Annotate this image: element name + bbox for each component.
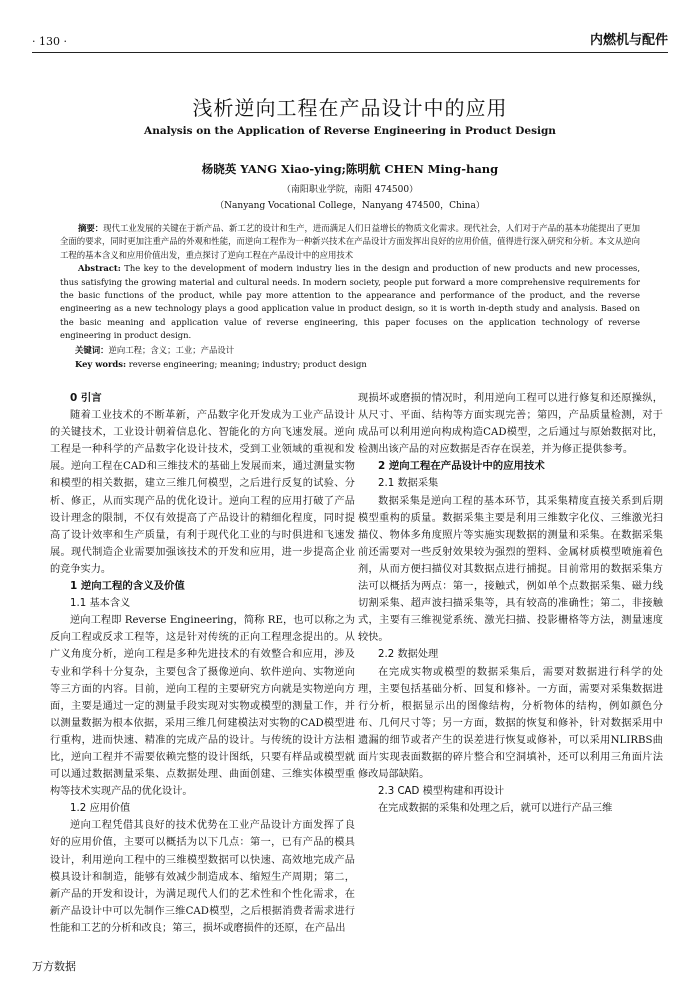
section-1-2-title: 1.2 应用价值 (70, 803, 131, 815)
affiliation-chinese: （南阳职业学院，南阳 474500） (281, 185, 419, 195)
keywords-en-label: Key words: (75, 359, 127, 369)
abstract-english (60, 262, 640, 342)
section-0-paragraph: 随着工业技术的不断革新，产品数字化开发成为工业产品设计的关键技术，工业设计朝着信息化、智能化的方向飞速发展。逆向工程是一种科学的产品数字化设计技术，受到工业领域的重视和发展。逆向工程在CAD和三维技术的基础上发展而来，通过测量实物和模型的相关数据，建立三维几何模型，之后进行反复的试验、分析、修正，从而实现产品的优化设计。逆向工程的应用打破了产品设计理念的限制，不仅有效提高了产品设计的精细化程度，同时提高了设计效率和生产质量，有利于现代化工业的与时俱进和飞速发展。现代制造企业需要加强该技术的开发和应用，进一步提高企业的竞争实力。 (50, 410, 355, 575)
keywords-chinese (75, 344, 234, 356)
page-header (32, 28, 668, 53)
section-2-3-paragraph: 在完成数据的采集和处理之后，就可以进行产品三维 (378, 803, 613, 815)
section-2-3-title: 2.3 CAD 模型构建和再设计 (378, 786, 505, 798)
section-2-2-paragraph: 在完成实物或模型的数据采集后，需要对数据进行科学的处理，主要包括基础分析、回复和修补。一方面，需要对采集数据进行分析，根据显示出的图像结构，分析物体的结构，例如颜色分布、几何尺寸等；另一方面，数据的恢复和修补，针对数据采用中遗漏的细节或者产生的误差进行恢复或修补，可以采用NLIRBS曲面片实现表面数据的碎片整合和空洞填补，还可以利用三角面片法修改局部缺陷。 (358, 666, 663, 781)
title-chinese: 浅析逆向工程在产品设计中的应用 (192, 96, 508, 120)
body-left-column (50, 390, 355, 937)
abstract-cn-label: 摘要： (78, 223, 104, 233)
keywords-english (75, 359, 367, 369)
body-right-column (358, 390, 663, 817)
title-english: Analysis on the Application of Reverse Engineering in Product Design (144, 125, 556, 137)
section-2-title: 2 逆向工程在产品设计中的应用技术 (378, 460, 545, 473)
keywords-en-text: reverse engineering; meaning; industry; product design (126, 359, 367, 369)
section-1-2-paragraph: 逆向工程凭借其良好的技术优势在工业产品设计方面发挥了良好的应用价值，主要可以概括为以下几点：第一，已有产品的模具设计，利用逆向工程中的三维模型数据可以快速、高效地完成产品模具设计和制造，能够有效减少制造成本、缩短生产周期；第二，新产品的开发和设计，为满足现代人们的艺术性和个性化需求，在新产品设计中可以先制作三维CAD模型，之后根据消费者需求进行性能和工艺的分析和改良；第三，损坏或磨损件的还原，在产品出 (50, 820, 355, 934)
abstract-en-text: The key to the development of modern industry lies in the design and production of new products and new processes, thus satisfying the growing material and cultural needs. In modern society, people put forward a more comprehensive requirements for the basic functions of the product, while pay more attention to the appearance and performance of the product, and the reverse engineering as a new technology plays a good application value in product design, so it is worth in-depth study and analysis. Based on the basic meaning and application value of reverse engineering, this paper focuses on the application technology of reverse engineering in product design. (60, 263, 640, 341)
section-2-2-title: 2.2 数据处理 (378, 649, 439, 661)
section-2-1-title: 2.1 数据采集 (378, 478, 439, 490)
section-1-title: 1 逆向工程的含义及价值 (70, 580, 185, 593)
keywords-cn-text: 逆向工程；含义；工业；产品设计 (108, 345, 235, 355)
footer-watermark: 万方数据 (32, 960, 76, 973)
section-2-1-paragraph: 数据采集是逆向工程的基本环节，其采集精度直接关系到后期模型重构的质量。数据采集主要是利用三维数字化仪、三维激光扫描仪、物体多角度照片等实施实现数据的测量和采集。在数据采集前还需要对一些反射效果较为强烈的塑料、金属材质模型喷施着色剂，从而方便扫描仪对其数据点进行捕捉。目前常用的数据采集方法可以概括为两点：第一，接触式，例如单个点数据采集、磁力线切割采集、超声波扫描采集等，具有较高的准确性；第二，非接触式，主要有三维视觉系统、激光扫描、投影栅格等方法，测量速度较快。 (358, 495, 663, 644)
abstract-cn-text: 现代工业发展的关键在于新产品、新工艺的设计和生产，进而满足人们日益增长的物质文化需求。现代社会，人们对于产品的基本功能提出了更加全面的要求，同时更加注重产品的外观和性能，而逆向工程作为一种新兴技术在产品设计方面发挥出良好的应用价值，值得进行深入研究和分析。本文从逆向工程的基本含义和应用价值出发，重点探讨了逆向工程在产品设计中的应用技术 (60, 223, 641, 260)
page-number: · 130 · (32, 35, 67, 48)
abstract-chinese (60, 222, 640, 262)
affiliation-english: （Nanyang Vocational College，Nanyang 474500，China） (215, 201, 485, 211)
section-1-1-title: 1.1 基本含义 (70, 598, 131, 610)
keywords-cn-label: 关键词： (75, 345, 109, 355)
authors: 杨晓英 YANG Xiao-ying;陈明航 CHEN Ming-hang (201, 162, 499, 176)
abstract-block (60, 222, 640, 343)
section-0-title: 0 引言 (70, 392, 102, 404)
section-1-2-paragraph-continued: 现损坏或磨损的情况时，利用逆向工程可以进行修复和还原操纵，从尺寸、平面、结构等方面实现完善；第四，产品质量检测，对于成品可以利用逆向构成构造CAD模型，之后通过与原始数据对比，检测出该产品的对应数据是否存在误差，并为修正提供参考。 (358, 393, 663, 456)
journal-name: 内燃机与配件 (589, 33, 668, 48)
abstract-en-label: Abstract: (78, 263, 121, 274)
section-1-1-paragraph: 逆向工程即 Reverse Engineering，简称 RE，也可以称之为反向工程或反求工程等，这是针对传统的正向工程理念提出的。从广义角度分析，逆向工程是多种先进技术的有效整合和应用，涉及专业和学科十分复杂，主要包含了摄像逆向、软件逆向、实物逆向等三方面的内容。目前，逆向工程的主要研究方向就是实物逆向方面，主要是通过一定的测量手段实现对实物或模型的测量工作，并以测量数据为根本依据，采用三维几何建模法对实物的CAD模型进行重构，进而快速、精准的完成产品的设计。与传统的设计方法相比，逆向工程并不需要依赖完整的设计图纸，只要有样品或模型就可以通过数据测量采集、点数据处理、曲面创建、三维实体模型重构等技术实现产品的优化设计。 (50, 615, 355, 798)
